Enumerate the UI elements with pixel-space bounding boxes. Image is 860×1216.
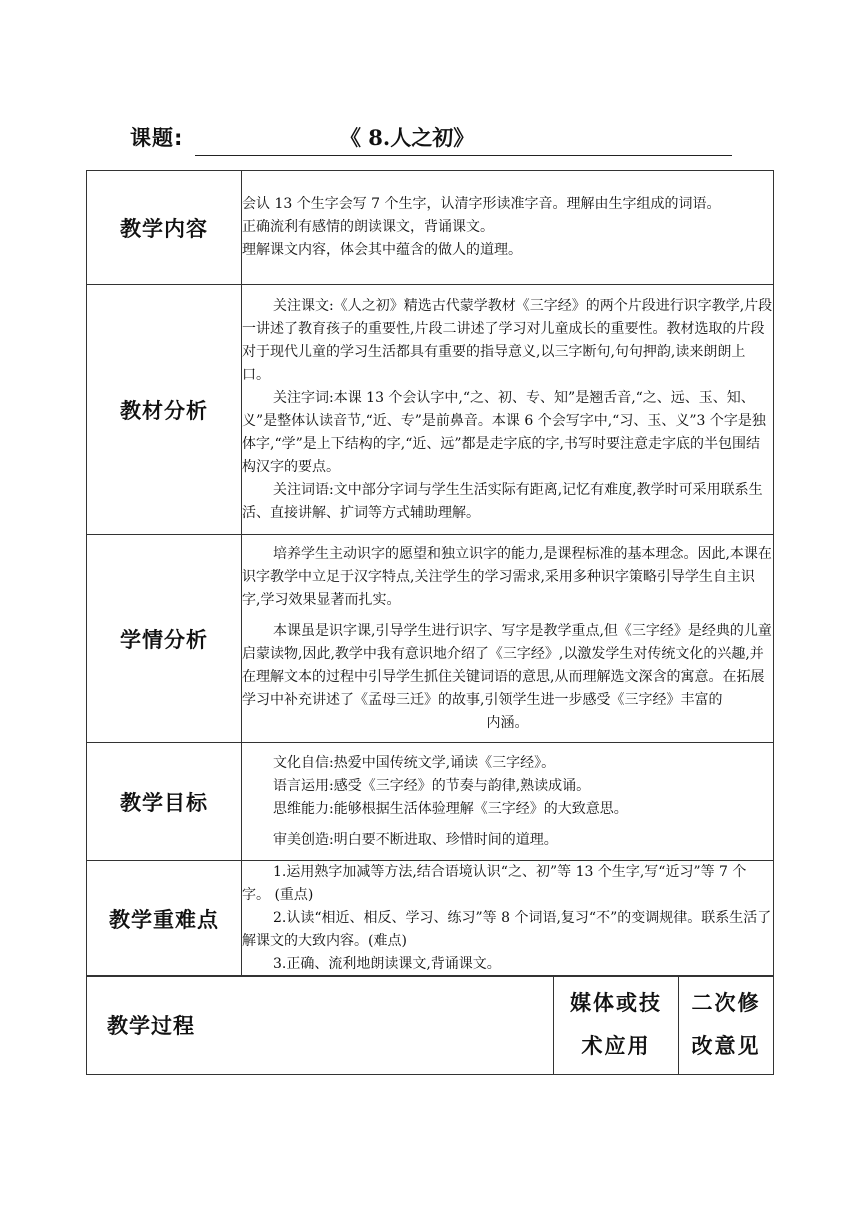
paragraph: 关注字词:本课 13 个会认字中,“之、初、专、知”是翘舌音,“之、远、玉、知、义”是整体认读音节,“近、专”是前鼻音。本课 6 个会写字中,“习、玉、义”3 个字是独体字,“学”是上下结构的字,“近、远”都是走字底的字,书写时要注意走字底的半包围结构汉字的要点。 — [242, 389, 766, 475]
section-row-textbook — [87, 285, 774, 535]
section-label-textbook: 教材分析 — [87, 285, 242, 535]
title-underline — [195, 155, 732, 156]
section-body-content — [242, 171, 774, 285]
paragraph: 审美创造:明白要不断进取、珍惜时间的道理。 — [273, 831, 558, 848]
section-row-learners — [87, 535, 774, 743]
lesson-plan-table — [86, 170, 774, 977]
process-label: 教学过程 — [87, 976, 554, 1075]
section-body-key-points — [242, 861, 774, 977]
revise-header-line1: 二次修 — [691, 991, 761, 1015]
paragraph: 培养学生主动识字的愿望和独立识字的能力,是课程标准的基本理念。因此,本课在识字教学中立足于汉字特点,关注学生的学习需求,采用多种识字策略引导学生自主识字,学习效果显著而扎实。 — [242, 545, 772, 608]
media-column-header — [554, 976, 679, 1075]
section-body-textbook — [242, 285, 774, 535]
paragraph: 2.认读“相近、相反、学习、练习”等 8 个词语,复习“不”的变调规律。联系生活了解课文的大致内容。(难点) — [242, 910, 772, 949]
section-body-objectives — [242, 743, 774, 861]
paragraph: 关注词语:文中部分字词与学生生活实际有距离,记忆有难度,教学时可采用联系生活、直接讲解、扩词等方式辅助理解。 — [242, 481, 763, 521]
section-row-key-points — [87, 861, 774, 977]
lesson-title-label: 课题: — [130, 126, 184, 150]
paragraph: 关注课文:《人之初》精选古代蒙学教材《三字经》的两个片段进行识字教学,片段一讲述了教育孩子的重要性,片段二讲述了学习对儿童成长的重要性。教材选取的片段对于现代儿童的学习生活都具有重要的指导意义,以三字断句,句句押韵,读来朗朗上口。 — [242, 297, 773, 383]
paragraph: 会认 13 个生字会写 7 个生字，认清字形读准字音。理解由生字组成的词语。 — [242, 196, 721, 212]
revision-column-header — [679, 976, 774, 1075]
section-label-learners: 学情分析 — [87, 535, 242, 743]
section-label-objectives: 教学目标 — [87, 743, 242, 861]
paragraph: 语言运用:感受《三字经》的节奏与韵律,熟读成诵。 — [273, 777, 591, 794]
section-label-key-points: 教学重难点 — [87, 861, 242, 977]
section-row-content — [87, 171, 774, 285]
paragraph: 思维能力:能够根据生活体验理解《三字经》的大致意思。 — [273, 800, 628, 817]
lesson-title: 《 8.人之初》 — [340, 125, 475, 150]
paragraph: 正确流利有感情的朗读课文，背诵课文。 — [242, 219, 494, 235]
teaching-process-table — [86, 975, 774, 1075]
lesson-title-row — [130, 122, 735, 158]
section-row-objectives — [87, 743, 774, 861]
paragraph: 1.运用熟字加减等方法,结合语境认识“之、初”等 13 个生字,写“近习”等 7 个字。 (重点) — [242, 864, 747, 903]
paragraph: 理解课文内容，体会其中蕴含的做人的道理。 — [242, 242, 522, 258]
section-body-learners — [242, 535, 774, 743]
media-header-line2: 术应用 — [581, 1034, 651, 1058]
paragraph: 3.正确、流利地朗读课文,背诵课文。 — [273, 956, 501, 972]
paragraph: 内涵。 — [486, 714, 529, 731]
revise-header-line2: 改意见 — [691, 1034, 761, 1058]
section-label-content: 教学内容 — [87, 171, 242, 285]
media-header-line1: 媒体或技 — [570, 991, 662, 1015]
process-header-row — [87, 976, 774, 1075]
paragraph: 本课虽是识字课,引导学生进行识字、写字是教学重点,但《三字经》是经典的儿童启蒙读物,因此,教学中我有意识地介绍了《三字经》,以激发学生对传统文化的兴趣,并在理解文本的过程中引导学生抓住关键词语的意思,从而理解选文深含的寓意。在拓展学习中补充讲述了《孟母三迁》的故事,引领学生进一步感受《三字经》丰富的 — [242, 622, 772, 708]
paragraph: 文化自信:热爱中国传统文学,诵读《三字经》。 — [273, 754, 556, 771]
